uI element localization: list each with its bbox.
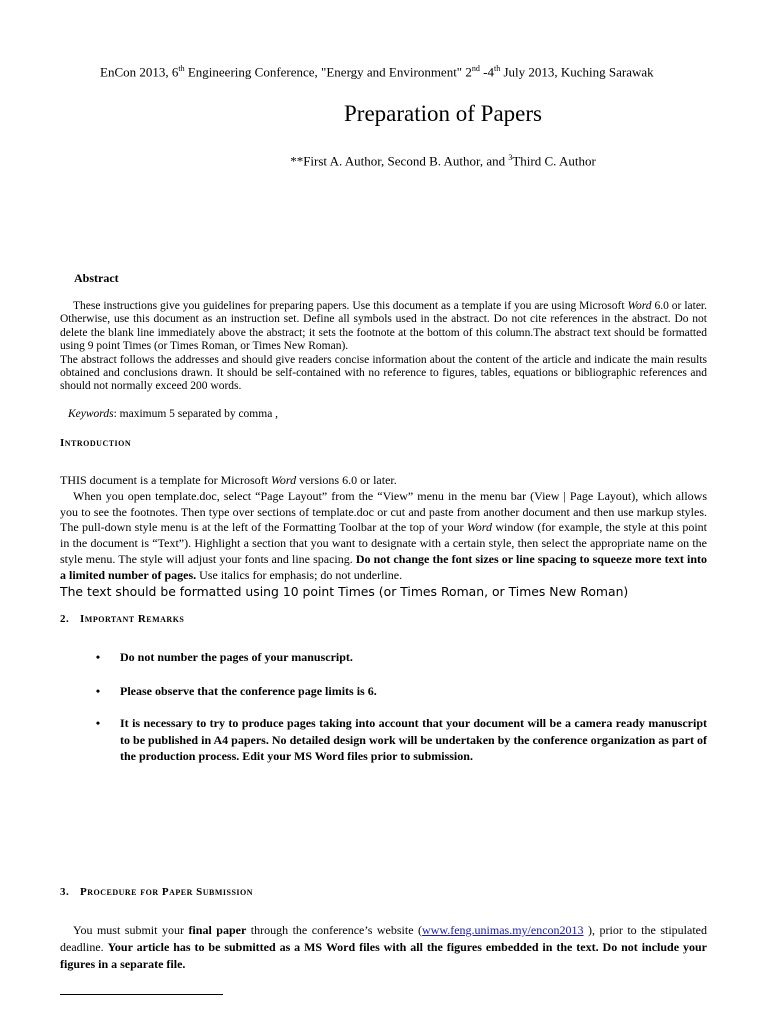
list-item: • Do not number the pages of your manuscript.	[93, 649, 707, 666]
bullet-icon: •	[95, 684, 101, 698]
procedure-paragraph: You must submit your final paper through the conference’s website (www.feng.unimas.my/encon2013 ), prior to the stipulated deadline. Your article has to be submitted as a MS Word files with all the figures embedded in the text. Do not include your figures in a separate file.	[60, 923, 707, 971]
conference-header: EnCon 2013, 6th Engineering Conference, "Energy and Environment" 2nd -4th July 2013, Kuching Sarawak	[100, 64, 654, 80]
abstract-paragraph: These instructions give you guidelines for preparing papers. Use this document as a template if you are using Microsoft Word 6.0 or later. Otherwise, use this document as an instruction set. Define all symbols used in the abstract. Do not cite references in the abstract. Do not delete the blank line immediately above the abstract; it sets the footnote at the bottom of this column.The abstract text should be formatted using 9 point Times (or Times Roman, or Times New Roman).	[60, 300, 708, 353]
conference-website-link[interactable]: www.feng.unimas.my/encon2013	[422, 923, 584, 937]
intro-paragraph: When you open template.doc, select “Page Layout” from the “View” menu in the menu bar (View | Page Layout), which allows you to see the footnotes. Then type over sections of template.doc or cut and paste from another document and then use markup styles. The pull-down style menu is at the left of the Formatting Toolbar at the top of your Word window (for example, the style at this point in the document is “Text”). Highlight a section that you want to designate with a certain style, then select the appropriate name on the style menu. The style will adjust your fonts and line spacing. Do not change the font sizes or line spacing to squeeze more text into a limited number of pages. Use italics for emphasis; do not underline.	[60, 488, 707, 582]
list-item: • It is necessary to try to produce pages taking into account that your document will be a camera ready manuscript to be published in A4 papers. No detailed design work will be undertaken by the conference organization as part of the production process. Edit your MS Word files prior to submission.	[93, 715, 707, 765]
author-list: **First A. Author, Second B. Author, and $^3$Third C. Author	[290, 153, 596, 169]
bullet-icon: •	[95, 650, 101, 664]
intro-paragraph: THIS document is a template for Microsoft Word versions 6.0 or later.	[60, 473, 397, 487]
remarks-heading: 2. Important Remarks	[60, 613, 185, 625]
abstract-heading: Abstract	[74, 271, 119, 285]
intro-font-note: The text should be formatted using 10 point Times (or Times Roman, or Times New Roman)	[60, 583, 629, 599]
procedure-heading: 3. Procedure for Paper Submission	[60, 886, 254, 898]
footnote-divider	[60, 994, 223, 995]
introduction-body	[60, 473, 707, 599]
paper-title: Preparation of Papers	[344, 101, 542, 126]
procedure-body	[60, 922, 707, 973]
list-item: • Please observe that the conference page limits is 6.	[93, 683, 707, 700]
bullet-icon: •	[95, 716, 101, 730]
abstract-body	[60, 300, 707, 394]
abstract-paragraph: The abstract follows the addresses and should give readers concise information about the content of the article and indicate the main results obtained and conclusions drawn. It should be self-contained with no reference to figures, tables, equations or bibliographic references and should not normally exceed 200 words.	[60, 353, 707, 393]
introduction-heading: Introduction	[60, 437, 132, 449]
keywords-line: Keywords: maximum 5 separated by comma ,	[68, 408, 279, 420]
